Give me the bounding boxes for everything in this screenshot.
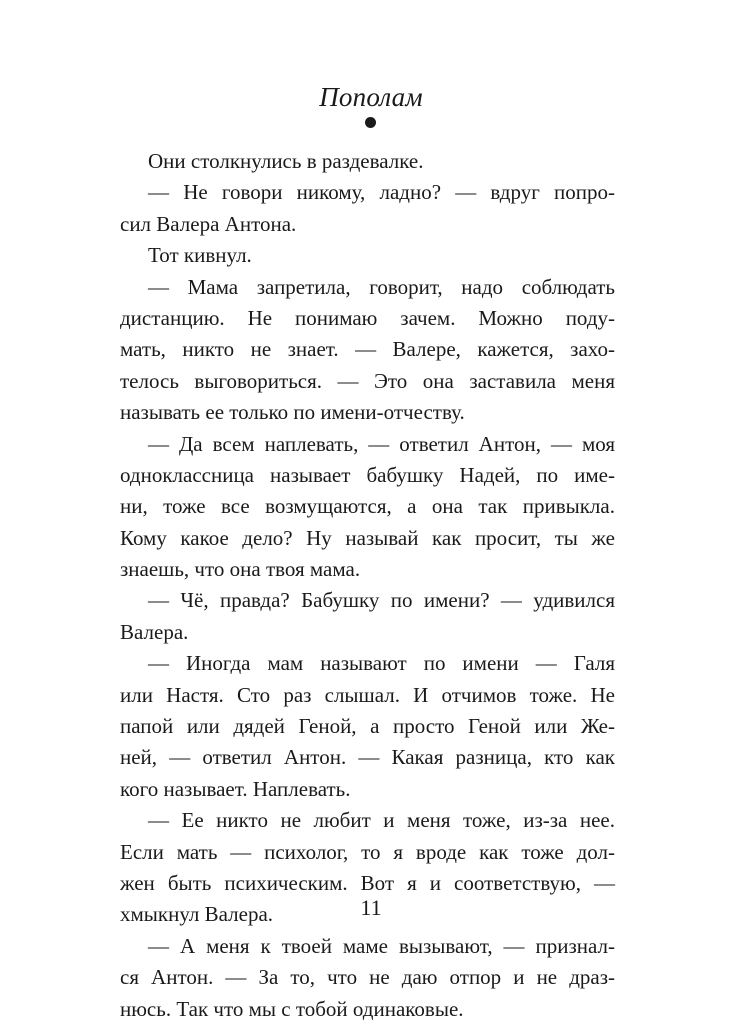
- text-line: хмыкнул Валера.: [120, 902, 274, 927]
- text-line: — Не говори никому, ладно? — вдруг попро-: [148, 180, 615, 205]
- text-line: Валера.: [120, 619, 189, 644]
- text-line: называть ее только по имени-отчеству.: [120, 400, 465, 425]
- text-line: — Да всем наплевать, — ответил Антон, — моя: [148, 431, 615, 456]
- page-number: 11: [360, 895, 382, 920]
- text-line: дистанцию. Не понимаю зачем. Можно поду-: [120, 305, 615, 330]
- text-line: телось выговориться. — Это она заставила меня: [120, 368, 615, 393]
- text-line: — Чё, правда? Бабушку по имени? — удивился: [148, 588, 615, 613]
- text-line: мать, никто не знает. — Валере, кажется, захо-: [120, 337, 615, 362]
- title-bullet-ornament: [365, 117, 376, 128]
- page-title: Пополам: [319, 82, 423, 112]
- text-line: Они столкнулись в раздевалке.: [148, 149, 424, 173]
- text-line: нюсь. Так что мы с тобой одинаковые.: [120, 996, 464, 1021]
- text-line: — А меня к твоей маме вызывают, — признал-: [148, 933, 615, 958]
- text-line: сил Валера Антона.: [120, 211, 297, 236]
- text-line: — Мама запретила, говорит, надо соблюдать: [148, 274, 615, 299]
- text-line: ся Антон. — За то, что не даю отпор и не драз-: [120, 965, 615, 990]
- text-line: — Ее никто не любит и меня тоже, из-за нее.: [148, 808, 615, 833]
- text-line: или Настя. Сто раз слышал. И отчимов тоже. Не: [120, 682, 615, 707]
- text-line: ни, тоже все возмущаются, а она так привыкла.: [120, 494, 615, 519]
- text-line: Кому какое дело? Ну называй как просит, ты же: [120, 525, 615, 550]
- text-line: — Иногда мам называют по имени — Галя: [148, 651, 615, 676]
- text-line: одноклассница называет бабушку Надей, по име-: [120, 462, 615, 487]
- text-line: ней, — ответил Антон. — Какая разница, кто как: [120, 745, 615, 770]
- text-line: знаешь, что она твоя мама.: [120, 557, 361, 582]
- text-line: Если мать — психолог, то я вроде как тоже дол-: [120, 839, 615, 864]
- text-line: Тот кивнул.: [148, 243, 252, 268]
- text-line: кого называет. Наплевать.: [120, 776, 351, 801]
- text-line: папой или дядей Геной, а просто Геной или Же-: [120, 714, 615, 739]
- text-line: жен быть психическим. Вот я и соответствую, —: [120, 870, 615, 895]
